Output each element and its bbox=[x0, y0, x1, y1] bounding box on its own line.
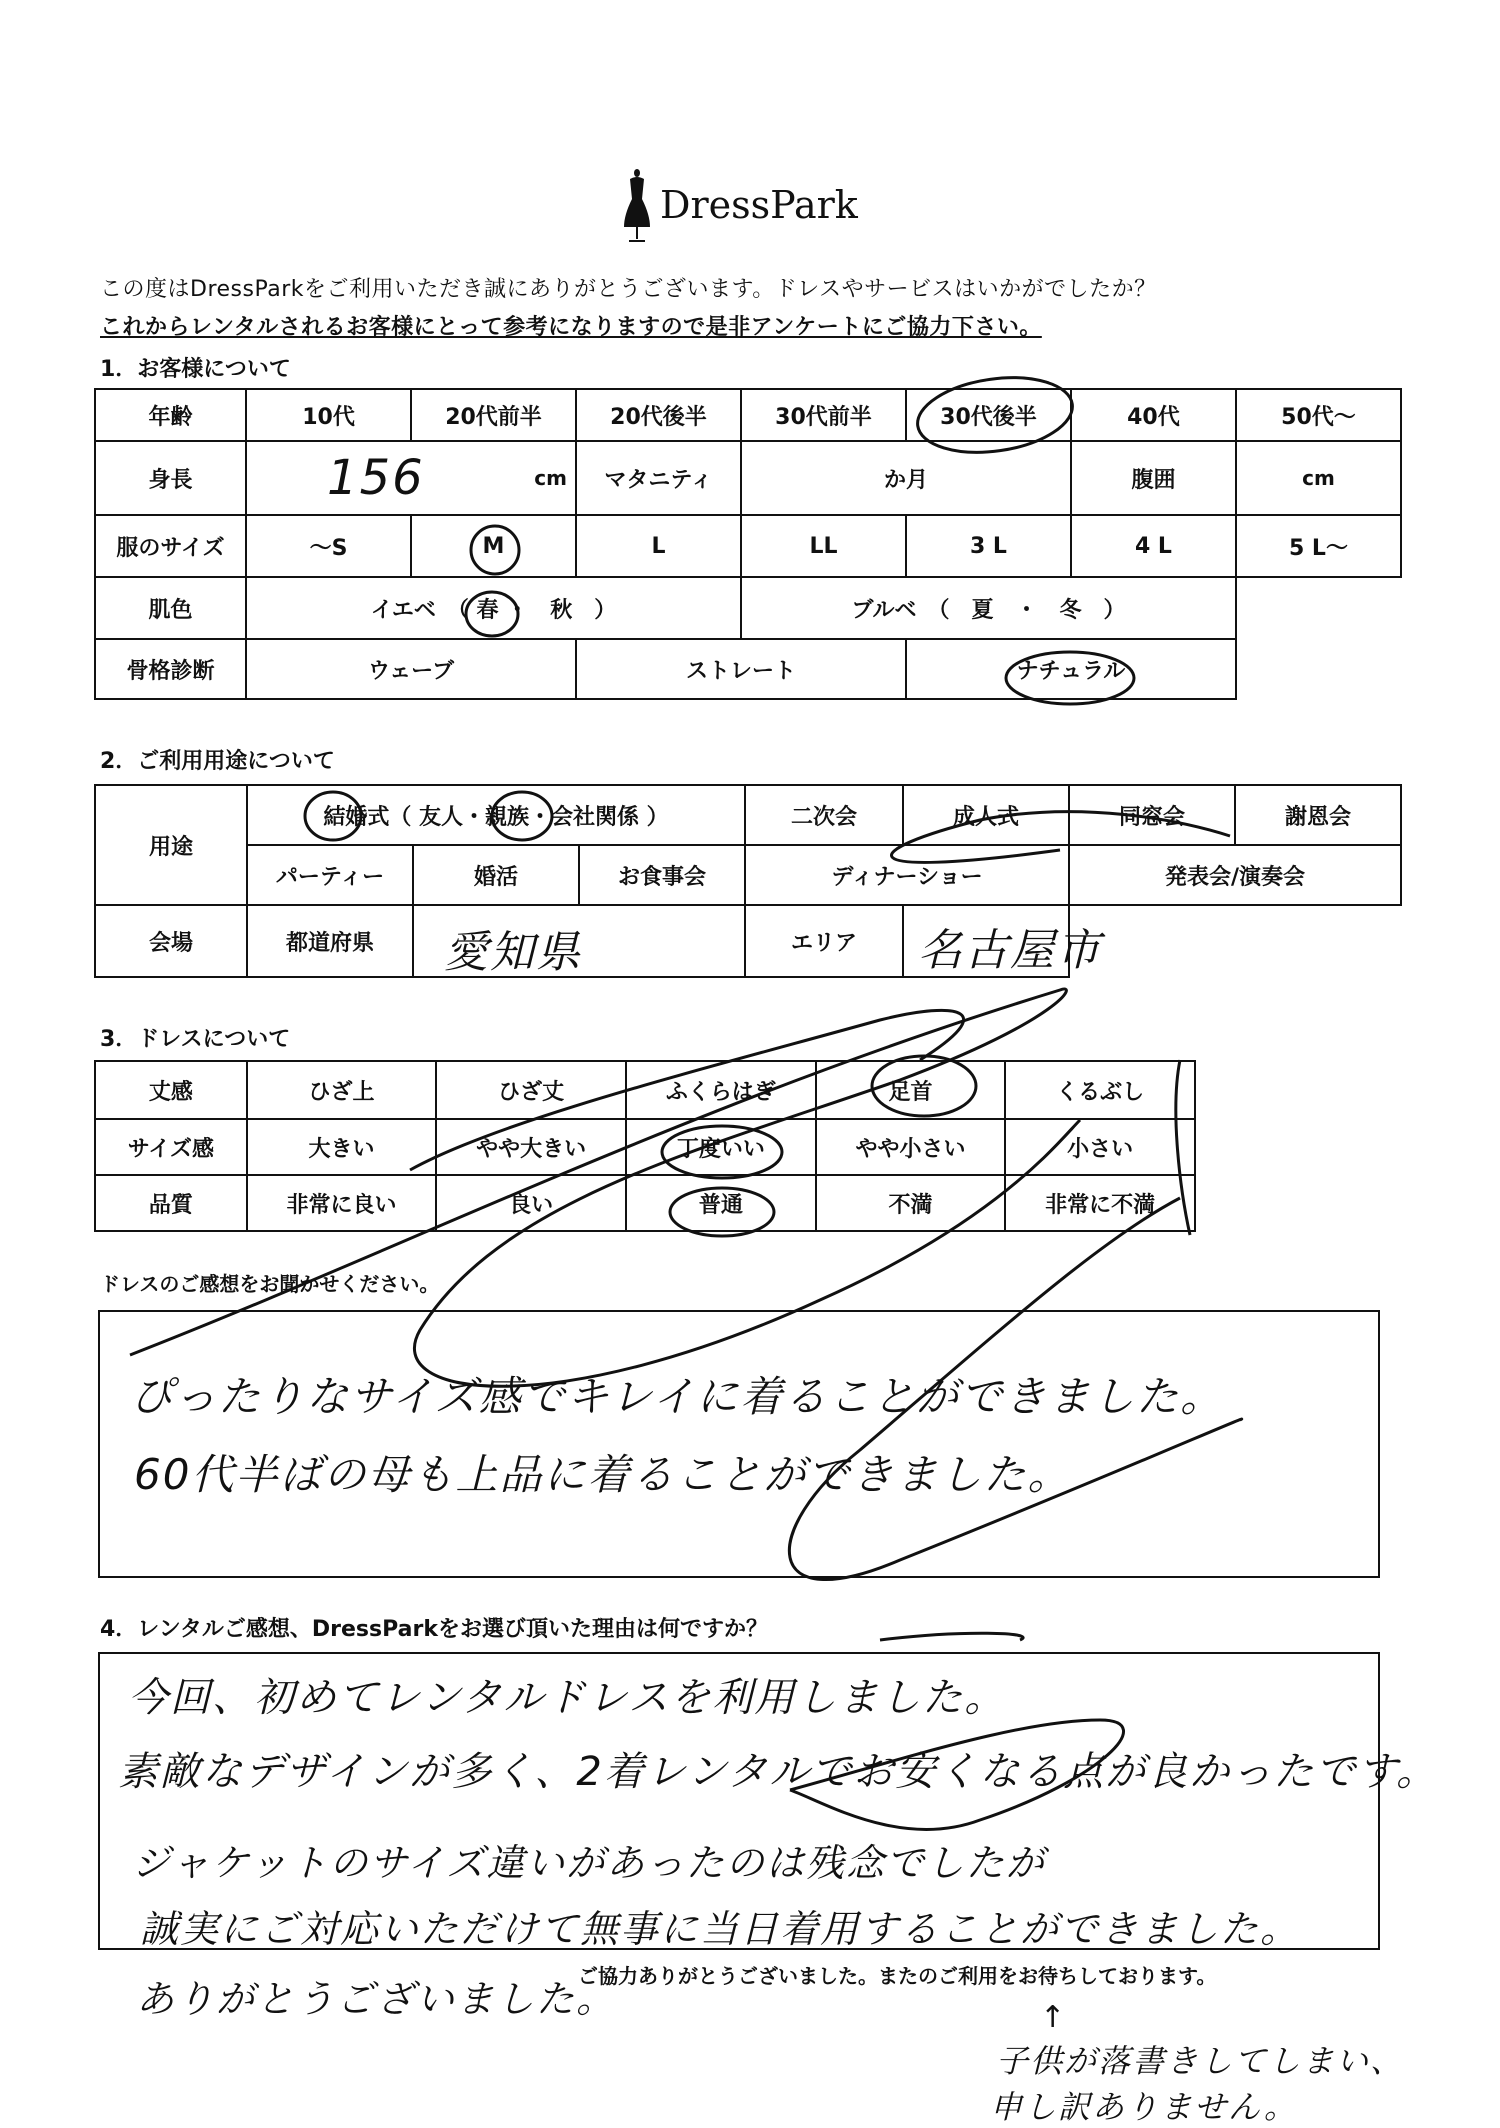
purpose-wedding[interactable]: 結婚式（ 友人・親族・会社関係 ） bbox=[247, 785, 745, 845]
length-option[interactable]: くるぶし bbox=[1005, 1061, 1195, 1119]
length-option[interactable]: ひざ上 bbox=[247, 1061, 437, 1119]
apology-note-line: 子供が落書きしてしまい、 bbox=[996, 2042, 1405, 2080]
purpose-dinner-show[interactable]: ディナーショー bbox=[745, 845, 1069, 905]
size-option[interactable]: LL bbox=[741, 515, 906, 577]
age-option[interactable]: 20代後半 bbox=[576, 389, 741, 441]
area-field[interactable] bbox=[903, 905, 1102, 977]
size-option[interactable]: 5 L～ bbox=[1236, 515, 1401, 577]
arrow-up-icon: ↑ bbox=[1040, 2000, 1066, 2035]
skin-label: 肌色 bbox=[95, 577, 246, 639]
apology-note-line: 申し訳ありません。 bbox=[990, 2088, 1298, 2126]
dress-comment-box[interactable] bbox=[98, 1310, 1380, 1578]
fit-option[interactable]: やや大きい bbox=[436, 1119, 626, 1175]
fit-option[interactable]: 小さい bbox=[1005, 1119, 1195, 1175]
purpose-table bbox=[94, 784, 1402, 978]
purpose-party[interactable]: パーティー bbox=[247, 845, 413, 905]
quality-option[interactable]: 不満 bbox=[816, 1175, 1006, 1231]
size-option-selected[interactable]: M bbox=[411, 515, 576, 577]
prefecture-label: 都道府県 bbox=[247, 905, 413, 977]
dress-comment-line: ぴったりなサイズ感でキレイに着ることができました。 bbox=[130, 1372, 1225, 1421]
length-label: 丈感 bbox=[95, 1061, 247, 1119]
height-unit: cm bbox=[534, 465, 567, 490]
dress-table bbox=[94, 1060, 1196, 1232]
size-option[interactable]: L bbox=[576, 515, 741, 577]
rental-comment-line: 誠実にご対応いただけて無事に当日着用することができました。 bbox=[140, 1907, 1301, 1951]
dress-form-icon bbox=[620, 165, 654, 245]
frame-label: 骨格診断 bbox=[95, 639, 246, 699]
height-label: 身長 bbox=[95, 441, 246, 515]
quality-label: 品質 bbox=[95, 1175, 247, 1231]
frame-option-selected[interactable]: ナチュラル bbox=[906, 639, 1236, 699]
quality-option[interactable]: 非常に良い bbox=[247, 1175, 437, 1231]
prefecture-field[interactable] bbox=[413, 905, 745, 977]
quality-option[interactable]: 非常に不満 bbox=[1005, 1175, 1195, 1231]
age-option[interactable]: 50代～ bbox=[1236, 389, 1401, 441]
size-option[interactable]: 4 L bbox=[1071, 515, 1236, 577]
dress-comment-prompt: ドレスのご感想をお聞かせください。 bbox=[100, 1272, 440, 1296]
maternity-label: マタニティ bbox=[576, 441, 741, 515]
waist-label: 腹囲 bbox=[1071, 441, 1236, 515]
scribble-mark bbox=[880, 1633, 1023, 1640]
purpose-afterparty[interactable]: 二次会 bbox=[745, 785, 903, 845]
skin-blue-option[interactable]: ブルベ （ 夏 ・ 冬 ） bbox=[741, 577, 1236, 639]
skin-yellow-option[interactable] bbox=[246, 577, 741, 639]
thanks-message: ご協力ありがとうございました。またのご利用をお待ちしております。 bbox=[578, 1960, 1216, 1989]
age-option[interactable]: 20代前半 bbox=[411, 389, 576, 441]
purpose-label: 用途 bbox=[95, 785, 247, 905]
brand-logo bbox=[620, 165, 858, 245]
height-field[interactable] bbox=[246, 441, 576, 515]
rental-comment-line: ありがとうございました。 bbox=[136, 1977, 617, 2021]
fit-option[interactable]: 大きい bbox=[247, 1119, 437, 1175]
area-label: エリア bbox=[745, 905, 903, 977]
rental-comment-line: 今回、初めてレンタルドレスを利用しました。 bbox=[128, 1675, 1007, 1721]
customer-table bbox=[94, 388, 1402, 700]
empty-cell bbox=[1236, 577, 1401, 639]
skin-autumn[interactable]: ・ 秋 ） bbox=[506, 597, 617, 623]
size-label: 服のサイズ bbox=[95, 515, 246, 577]
brand-name: DressPark bbox=[660, 183, 858, 227]
empty-cell bbox=[1235, 905, 1401, 977]
purpose-recital[interactable]: 発表会/演奏会 bbox=[1069, 845, 1401, 905]
rental-comment-line: 素敵なデザインが多く、2着レンタルでお安くなる点が良かったです。 bbox=[118, 1749, 1439, 1795]
dress-comment-line: 60代半ばの母も上品に着ることができました。 bbox=[134, 1450, 1072, 1499]
age-option[interactable]: 40代 bbox=[1071, 389, 1236, 441]
section4-title: 4．レンタルご感想、DressParkをお選び頂いた理由は何ですか？ bbox=[100, 1617, 768, 1642]
quality-option-selected[interactable]: 普通 bbox=[626, 1175, 816, 1231]
age-label: 年齢 bbox=[95, 389, 246, 441]
purpose-konkatsu[interactable]: 婚活 bbox=[413, 845, 579, 905]
age-option-selected[interactable]: 30代後半 bbox=[906, 389, 1071, 441]
purpose-thanks-party[interactable]: 謝恩会 bbox=[1235, 785, 1401, 845]
length-option-selected[interactable]: 足首 bbox=[816, 1061, 1006, 1119]
waist-unit[interactable]: cm bbox=[1236, 441, 1401, 515]
frame-option[interactable]: ストレート bbox=[576, 639, 906, 699]
intro-request: これからレンタルされるお客様にとって参考になりますので是非アンケートにご協力下さい。 bbox=[100, 315, 1042, 340]
skin-yellow-label: イエベ （ bbox=[370, 597, 469, 623]
skin-spring-selected[interactable]: 春 bbox=[476, 597, 499, 623]
size-option[interactable]: 3 L bbox=[906, 515, 1071, 577]
empty-cell bbox=[1236, 639, 1401, 699]
venue-label: 会場 bbox=[95, 905, 247, 977]
purpose-dinner[interactable]: お食事会 bbox=[579, 845, 745, 905]
area-value: 名古屋市 bbox=[918, 925, 1102, 976]
fit-label: サイズ感 bbox=[95, 1119, 247, 1175]
age-option[interactable]: 30代前半 bbox=[741, 389, 906, 441]
size-option[interactable]: ～S bbox=[246, 515, 411, 577]
intro-text: この度はDressParkをご利用いただき誠にありがとうございます。ドレスやサービスはいかがでしたか？ bbox=[100, 277, 1157, 302]
age-option[interactable]: 10代 bbox=[246, 389, 411, 441]
maternity-unit[interactable]: か月 bbox=[741, 441, 1071, 515]
frame-option[interactable]: ウェーブ bbox=[246, 639, 576, 699]
purpose-coming-of-age[interactable]: 成人式 bbox=[903, 785, 1069, 845]
fit-option[interactable]: やや小さい bbox=[816, 1119, 1006, 1175]
purpose-reunion[interactable]: 同窓会 bbox=[1069, 785, 1235, 845]
length-option[interactable]: ひざ丈 bbox=[436, 1061, 626, 1119]
quality-option[interactable]: 良い bbox=[436, 1175, 626, 1231]
section1-title: 1．お客様について bbox=[100, 357, 291, 382]
section3-title: 3．ドレスについて bbox=[100, 1027, 291, 1052]
height-value: 156 bbox=[327, 450, 425, 506]
prefecture-value: 愛知県 bbox=[444, 927, 582, 978]
length-option[interactable]: ふくらはぎ bbox=[626, 1061, 816, 1119]
rental-comment-line: ジャケットのサイズ違いがあったのは残念でしたが bbox=[132, 1841, 1046, 1885]
fit-option-selected[interactable]: 丁度いい bbox=[626, 1119, 816, 1175]
section2-title: 2．ご利用用途について bbox=[100, 749, 335, 774]
